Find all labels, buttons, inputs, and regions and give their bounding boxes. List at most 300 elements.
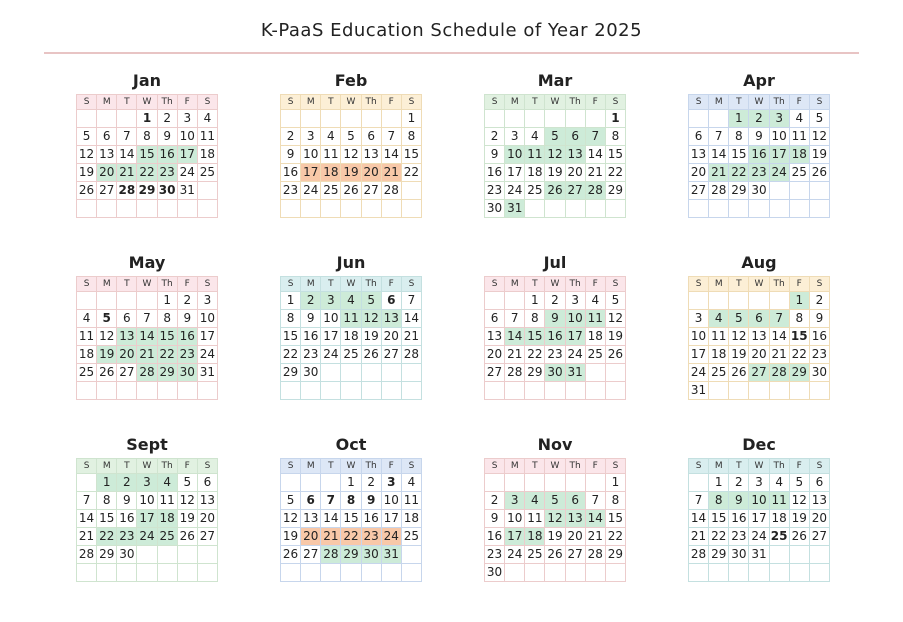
day-cell: 1 [525,292,545,310]
empty-day-cell [381,364,401,382]
week-row [485,128,626,146]
day-cell: 12 [97,328,117,346]
empty-day-cell [77,474,97,492]
day-cell: 2 [301,292,321,310]
empty-day-cell [585,474,605,492]
month-name: Oct [335,435,367,454]
day-cell: 6 [97,128,117,146]
empty-day-cell [729,564,749,582]
weekday-label: W [137,459,157,474]
day-cell: 27 [97,182,117,200]
day-cell: 29 [525,364,545,382]
empty-day-cell [769,182,789,200]
empty-day-cell [585,364,605,382]
week-row [485,164,626,182]
week-row [485,310,626,328]
weekday-label: M [709,277,729,292]
day-cell: 10 [177,128,197,146]
day-cell: 14 [381,146,401,164]
empty-day-cell [361,382,381,400]
day-cell: 19 [177,510,197,528]
empty-day-cell [769,200,789,218]
day-cell: 28 [321,546,341,564]
month-table [280,458,422,582]
day-cell: 25 [769,528,789,546]
weekday-label: S [77,459,97,474]
empty-day-cell [301,474,321,492]
month-table [484,94,626,218]
weekday-label: T [321,277,341,292]
day-cell: 30 [301,364,321,382]
empty-day-cell [605,382,625,400]
week-row [689,164,830,182]
day-cell: 3 [321,292,341,310]
week-row [77,510,218,528]
empty-day-cell [77,564,97,582]
day-cell: 10 [505,146,525,164]
day-cell: 28 [381,182,401,200]
weekday-label: S [485,277,505,292]
day-cell: 30 [749,182,769,200]
week-row [77,474,218,492]
empty-day-cell [809,182,829,200]
weekday-header-row [689,459,830,474]
day-cell: 16 [301,328,321,346]
empty-day-cell [341,110,361,128]
day-cell: 19 [789,510,809,528]
month-calendar-aug [688,252,830,400]
weekday-label: Th [361,95,381,110]
day-cell: 1 [401,110,421,128]
day-cell: 25 [525,546,545,564]
day-cell: 7 [137,310,157,328]
day-cell: 7 [117,128,137,146]
week-row [281,110,422,128]
empty-day-cell [281,110,301,128]
day-cell: 23 [485,182,505,200]
weekday-label: S [809,95,829,110]
weekday-label: W [545,95,565,110]
empty-day-cell [137,382,157,400]
day-cell: 14 [709,146,729,164]
weekday-header-row [689,277,830,292]
empty-day-cell [321,110,341,128]
day-cell: 28 [585,182,605,200]
day-cell: 25 [401,528,421,546]
day-cell: 12 [77,146,97,164]
weekday-label: W [137,95,157,110]
weekday-header-row [689,95,830,110]
day-cell: 23 [177,346,197,364]
day-cell: 2 [485,492,505,510]
day-cell: 26 [97,364,117,382]
day-cell: 22 [97,528,117,546]
empty-day-cell [137,200,157,218]
week-row [77,164,218,182]
day-cell: 5 [605,292,625,310]
day-cell: 11 [789,128,809,146]
empty-day-cell [769,564,789,582]
day-cell: 22 [709,528,729,546]
weekday-label: M [505,277,525,292]
day-cell: 16 [361,510,381,528]
week-row [281,292,422,310]
day-cell: 21 [137,346,157,364]
day-cell: 8 [709,492,729,510]
day-cell: 14 [401,310,421,328]
day-cell: 18 [401,510,421,528]
day-cell: 18 [525,164,545,182]
day-cell: 19 [605,328,625,346]
weekday-label: Th [361,277,381,292]
day-cell: 11 [321,146,341,164]
month-table [280,94,422,218]
day-cell: 28 [689,546,709,564]
day-cell: 30 [361,546,381,564]
week-row [281,382,422,400]
empty-day-cell [605,564,625,582]
day-cell: 24 [689,364,709,382]
month-table [280,276,422,400]
empty-day-cell [505,110,525,128]
empty-day-cell [749,200,769,218]
day-cell: 13 [301,510,321,528]
day-cell: 12 [177,492,197,510]
day-cell: 29 [157,364,177,382]
weekday-label: T [525,277,545,292]
day-cell: 16 [749,146,769,164]
empty-day-cell [197,546,217,564]
day-cell: 23 [281,182,301,200]
day-cell: 6 [361,128,381,146]
week-row [281,564,422,582]
day-cell: 11 [769,492,789,510]
weekday-label: S [77,95,97,110]
empty-day-cell [321,364,341,382]
day-cell: 17 [505,164,525,182]
day-cell: 2 [809,292,829,310]
day-cell: 7 [77,492,97,510]
day-cell: 1 [605,474,625,492]
day-cell: 28 [137,364,157,382]
day-cell: 8 [605,492,625,510]
day-cell: 11 [157,492,177,510]
day-cell: 11 [525,146,545,164]
week-row [485,546,626,564]
day-cell: 31 [565,364,585,382]
empty-day-cell [361,564,381,582]
empty-day-cell [689,110,709,128]
day-cell: 11 [77,328,97,346]
empty-day-cell [117,564,137,582]
day-cell: 31 [177,182,197,200]
day-cell: 10 [197,310,217,328]
day-cell: 5 [789,474,809,492]
week-row [281,510,422,528]
empty-day-cell [381,382,401,400]
day-cell: 20 [485,346,505,364]
day-cell: 17 [321,328,341,346]
day-cell: 22 [281,346,301,364]
day-cell: 12 [341,146,361,164]
day-cell: 17 [565,328,585,346]
weekday-header-row [485,95,626,110]
day-cell: 30 [117,546,137,564]
day-cell: 25 [525,182,545,200]
empty-day-cell [97,564,117,582]
day-cell: 31 [381,546,401,564]
weekday-label: F [177,95,197,110]
empty-day-cell [197,564,217,582]
empty-day-cell [361,364,381,382]
day-cell: 25 [789,164,809,182]
weekday-label: M [97,95,117,110]
month-name: Nov [537,435,573,454]
month-calendar-jan [76,70,218,218]
week-row [485,492,626,510]
empty-day-cell [321,474,341,492]
week-row [77,292,218,310]
day-cell: 12 [545,510,565,528]
day-cell: 13 [565,146,585,164]
weekday-label: T [525,459,545,474]
day-cell: 16 [117,510,137,528]
empty-day-cell [729,200,749,218]
day-cell: 7 [381,128,401,146]
day-cell: 5 [177,474,197,492]
weekday-label: F [789,277,809,292]
day-cell: 10 [749,492,769,510]
day-cell: 12 [729,328,749,346]
day-cell: 10 [137,492,157,510]
day-cell: 9 [361,492,381,510]
day-cell: 10 [689,328,709,346]
day-cell: 17 [689,346,709,364]
empty-day-cell [565,474,585,492]
week-row [77,492,218,510]
day-cell: 16 [485,164,505,182]
day-cell: 6 [689,128,709,146]
day-cell: 27 [197,528,217,546]
day-cell: 1 [281,292,301,310]
empty-day-cell [321,200,341,218]
empty-day-cell [77,200,97,218]
day-cell: 8 [729,128,749,146]
empty-day-cell [729,382,749,400]
day-cell: 9 [749,128,769,146]
empty-day-cell [97,200,117,218]
weekday-label: W [545,277,565,292]
day-cell: 15 [525,328,545,346]
day-cell: 30 [729,546,749,564]
month-table [76,276,218,400]
weekday-label: M [505,95,525,110]
week-row [77,528,218,546]
weekday-label: S [485,95,505,110]
empty-day-cell [485,110,505,128]
empty-day-cell [281,564,301,582]
day-cell: 2 [545,292,565,310]
week-row [77,110,218,128]
weekday-label: F [381,277,401,292]
day-cell: 22 [137,164,157,182]
day-cell: 20 [361,164,381,182]
day-cell: 2 [749,110,769,128]
empty-day-cell [689,564,709,582]
day-cell: 30 [177,364,197,382]
week-row [77,328,218,346]
week-row [281,364,422,382]
day-cell: 29 [137,182,157,200]
month-calendar-feb [280,70,422,218]
empty-day-cell [525,382,545,400]
weekday-label: Th [565,277,585,292]
empty-day-cell [281,200,301,218]
week-row [281,146,422,164]
day-cell: 25 [341,346,361,364]
weekday-label: W [749,277,769,292]
empty-day-cell [769,546,789,564]
day-cell: 26 [77,182,97,200]
month-table [688,94,830,218]
weekday-header-row [77,459,218,474]
day-cell: 17 [197,328,217,346]
weekday-label: Th [565,459,585,474]
month-name: Dec [742,435,776,454]
day-cell: 30 [485,200,505,218]
empty-day-cell [157,382,177,400]
day-cell: 11 [585,310,605,328]
day-cell: 28 [77,546,97,564]
day-cell: 4 [585,292,605,310]
day-cell: 26 [789,528,809,546]
day-cell: 4 [789,110,809,128]
weekday-label: Th [361,459,381,474]
week-row [689,564,830,582]
day-cell: 23 [545,346,565,364]
day-cell: 27 [117,364,137,382]
day-cell: 14 [769,328,789,346]
day-cell: 5 [97,310,117,328]
day-cell: 20 [749,346,769,364]
weekday-label: Th [769,95,789,110]
weekday-label: S [281,277,301,292]
day-cell: 28 [401,346,421,364]
day-cell: 5 [545,128,565,146]
day-cell: 28 [505,364,525,382]
day-cell: 24 [321,346,341,364]
empty-day-cell [585,200,605,218]
week-row [689,546,830,564]
empty-day-cell [177,382,197,400]
day-cell: 27 [381,346,401,364]
day-cell: 9 [809,310,829,328]
day-cell: 21 [585,164,605,182]
week-row [281,528,422,546]
day-cell: 15 [709,510,729,528]
day-cell: 21 [321,528,341,546]
day-cell: 17 [505,528,525,546]
weekday-label: M [97,459,117,474]
day-cell: 27 [565,182,585,200]
day-cell: 23 [361,528,381,546]
week-row [281,164,422,182]
month-name: May [128,253,166,272]
empty-day-cell [281,474,301,492]
day-cell: 15 [281,328,301,346]
empty-day-cell [341,564,361,582]
weekday-label: T [117,277,137,292]
day-cell: 31 [505,200,525,218]
day-cell: 14 [77,510,97,528]
day-cell: 9 [485,510,505,528]
day-cell: 9 [177,310,197,328]
day-cell: 27 [565,546,585,564]
month-calendar-jul [484,252,626,400]
weekday-label: W [341,277,361,292]
weekday-label: M [709,95,729,110]
empty-day-cell [605,200,625,218]
day-cell: 9 [281,146,301,164]
empty-day-cell [381,564,401,582]
day-cell: 4 [525,492,545,510]
empty-day-cell [77,382,97,400]
empty-day-cell [749,292,769,310]
week-row [281,346,422,364]
day-cell: 8 [401,128,421,146]
day-cell: 4 [401,474,421,492]
day-cell: 27 [301,546,321,564]
week-row [485,146,626,164]
weekday-label: W [341,95,361,110]
empty-day-cell [485,474,505,492]
empty-day-cell [749,382,769,400]
day-cell: 2 [361,474,381,492]
day-cell: 21 [401,328,421,346]
week-row [281,492,422,510]
day-cell: 24 [301,182,321,200]
weekday-label: Th [157,459,177,474]
day-cell: 3 [505,492,525,510]
day-cell: 5 [77,128,97,146]
weekday-label: T [729,277,749,292]
day-cell: 7 [585,128,605,146]
empty-day-cell [117,382,137,400]
empty-day-cell [769,382,789,400]
week-row [77,310,218,328]
day-cell: 17 [749,510,769,528]
day-cell: 12 [789,492,809,510]
empty-day-cell [401,382,421,400]
day-cell: 15 [401,146,421,164]
empty-day-cell [565,564,585,582]
week-row [485,564,626,582]
empty-day-cell [505,564,525,582]
empty-day-cell [381,200,401,218]
empty-day-cell [177,200,197,218]
empty-day-cell [585,110,605,128]
day-cell: 3 [301,128,321,146]
day-cell: 2 [281,128,301,146]
weekday-header-row [281,459,422,474]
day-cell: 21 [709,164,729,182]
day-cell: 23 [301,346,321,364]
week-row [485,382,626,400]
week-row [689,528,830,546]
day-cell: 12 [361,310,381,328]
weekday-label: T [117,459,137,474]
day-cell: 15 [605,146,625,164]
